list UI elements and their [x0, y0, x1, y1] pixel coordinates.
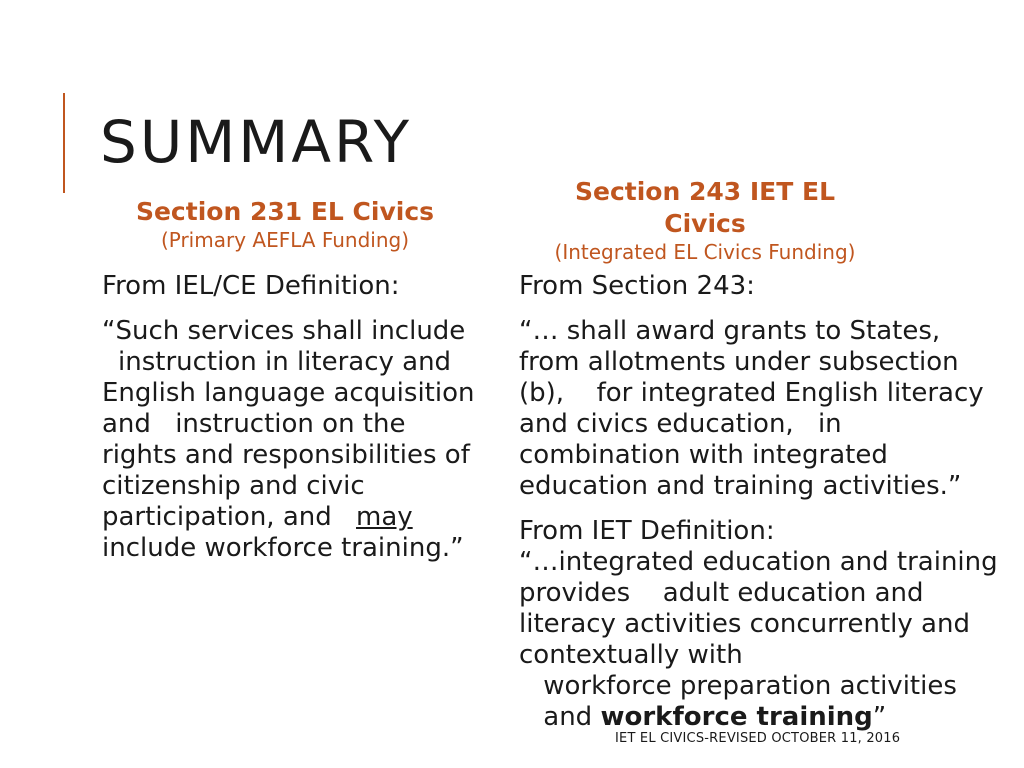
slide-title: SUMMARY: [100, 108, 413, 176]
left-quote-part: “Such services shall include: [102, 316, 466, 346]
left-quote-part: instruction on the rights and responsibilities of citizenship and civic participation, and: [102, 409, 470, 532]
right-quote-part: for integrated English literacy and civics education,: [519, 378, 984, 439]
right-quote-part: workforce preparation activities: [535, 671, 957, 701]
right-quote-part: and: [535, 702, 601, 732]
underlined-may: may: [356, 502, 413, 532]
left-quote: [102, 316, 482, 564]
right-quote-part: ”: [872, 702, 887, 732]
section-243-heading-line2: Civics: [664, 209, 746, 238]
section-231-heading: Section 231 EL Civics: [135, 197, 435, 226]
section-231-subheading: (Primary AEFLA Funding): [160, 228, 410, 252]
right-quote-part: adult education and literacy activities concurrently and contextually with: [519, 578, 970, 670]
left-column-body: [102, 271, 482, 578]
left-intro: From IEL/CE Definition:: [102, 271, 400, 301]
right-quote-1: [519, 316, 999, 502]
left-column-heading: [110, 196, 460, 252]
right-quote-part: in combination with integrated education and training activities.”: [519, 409, 962, 501]
slide-footer: IET EL CIVICS-REVISED OCTOBER 11, 2016: [615, 731, 901, 746]
bold-workforce-training: workforce training: [600, 702, 873, 732]
right-column-heading: [510, 176, 900, 264]
right-intro-2: From IET Definition:: [519, 516, 775, 546]
section-243-subheading: (Integrated EL Civics Funding): [554, 240, 856, 264]
right-column-body: [519, 271, 999, 747]
right-intro-1: From Section 243:: [519, 271, 755, 301]
right-quote-2: [519, 547, 999, 733]
section-243-heading-line1: Section 243 IET EL: [574, 177, 835, 206]
right-quote-part: “…integrated education and training provides: [519, 547, 998, 608]
right-quote-part: “… shall award grants to States, from allotments under subsection (b),: [519, 316, 959, 408]
left-quote-part: include workforce training.”: [102, 533, 464, 563]
title-accent-bar: [63, 93, 65, 193]
left-quote-part: instruction in literacy and English language acquisition and: [102, 347, 475, 439]
